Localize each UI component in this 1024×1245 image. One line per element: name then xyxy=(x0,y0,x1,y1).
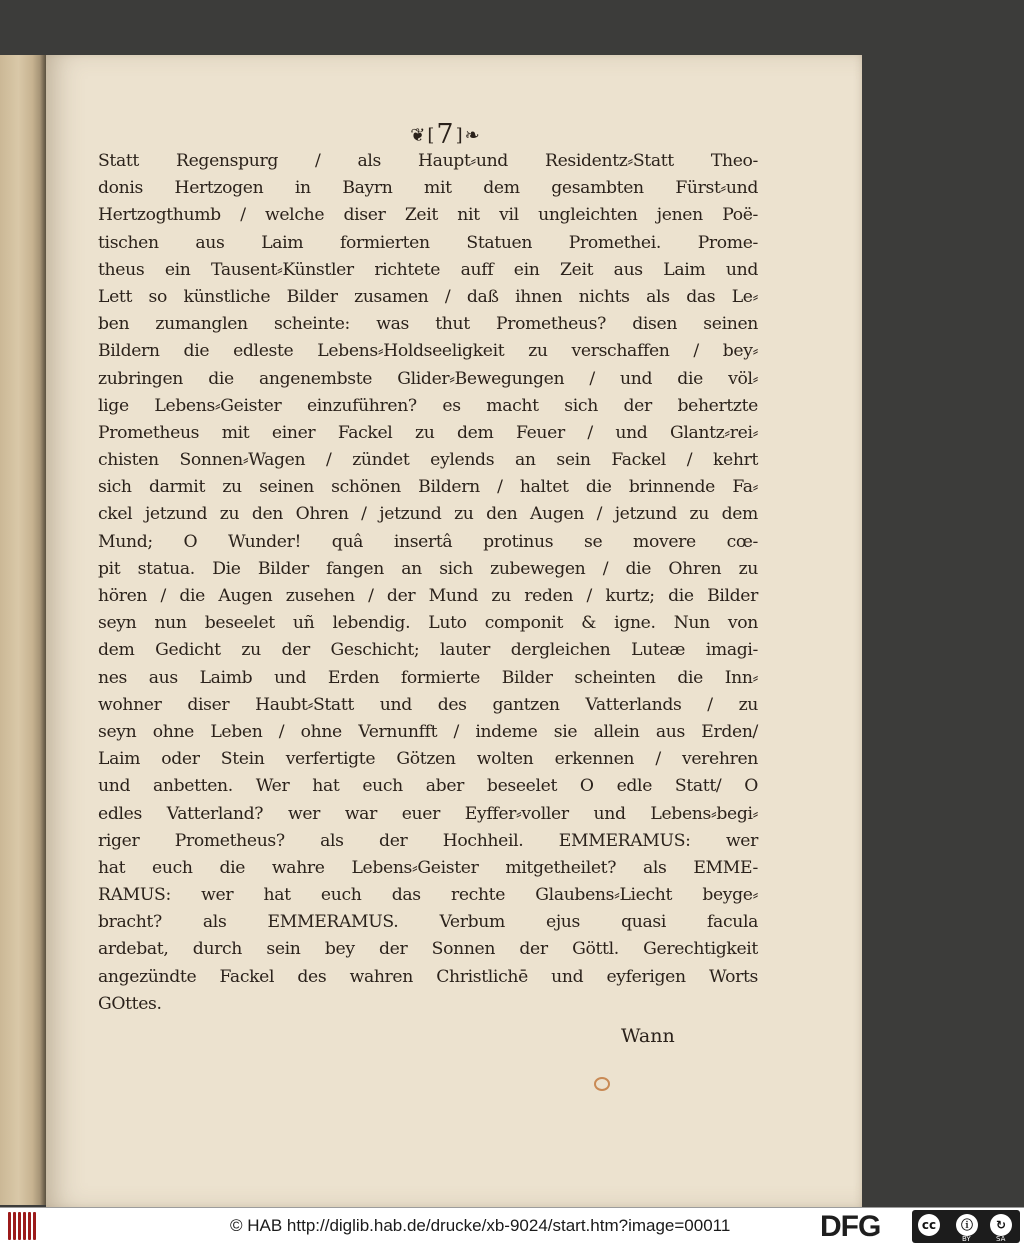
text-line: ben zumanglen scheinte: was thut Prometheus? disen seinen xyxy=(98,314,758,335)
text-line: GOttes. xyxy=(98,993,162,1014)
text-line: seyn ohne Leben / ohne Vernunfft / indeme sie allein aus Erden/ xyxy=(98,721,758,742)
text-line: Bildern die edleste Lebens⸗Holdseeligkeit zu verschaffen / bey⸗ xyxy=(98,341,758,362)
body-text xyxy=(98,148,758,1018)
text-line: seyn nun beseelet uñ lebendig. Luto componit & igne. Nun von xyxy=(98,613,758,634)
text-line: pit statua. Die Bilder fangen an sich zubewegen / die Ohren zu xyxy=(98,558,758,579)
sa-label: SA xyxy=(996,1235,1006,1243)
text-line: zubringen die angenembste Glider⸗Bewegungen / und die völ⸗ xyxy=(98,368,758,389)
text-line: edles Vatterland? wer war euer Eyffer⸗voller und Lebens⸗begi⸗ xyxy=(98,803,758,824)
text-line: dem Gedicht zu der Geschicht; lauter dergleichen Luteæ imagi- xyxy=(98,640,758,661)
cc-license-badge[interactable] xyxy=(912,1210,1020,1243)
text-line: tischen aus Laim formierten Statuen Promethei. Prome- xyxy=(98,232,758,253)
text-line: Hertzogthumb / welche diser Zeit nit vil ungleichten jenen Poë- xyxy=(98,205,758,226)
by-attribution-icon: ⓘ xyxy=(956,1214,978,1236)
copyright-link[interactable]: © HAB http://diglib.hab.de/drucke/xb-9024/start.htm?image=00011 xyxy=(230,1216,731,1235)
text-line: angezündte Fackel des wahren Christlichē und eyferigen Worts xyxy=(98,966,758,987)
text-line: donis Hertzogen in Bayrn mit dem gesambten Fürst⸗und xyxy=(98,178,758,199)
cc-icon: cc xyxy=(918,1214,940,1236)
text-line: chisten Sonnen⸗Wagen / zündet eylends an sein Fackel / kehrt xyxy=(98,450,758,471)
dfg-logo: DFG xyxy=(820,1210,881,1243)
text-line: sich darmit zu seinen schönen Bildern / haltet die brinnende Fa⸗ xyxy=(98,477,758,498)
footer-bar xyxy=(0,1207,1024,1245)
text-line: theus ein Tausent⸗Künstler richtete auff ein Zeit aus Laim und xyxy=(98,259,758,280)
page-number: ❦[7]❧ xyxy=(410,119,482,150)
text-line: Prometheus mit einer Fackel zu dem Feuer / und Glantz⸗rei⸗ xyxy=(98,422,758,443)
text-line: hat euch die wahre Lebens⸗Geister mitgetheilet? als EMME- xyxy=(98,857,758,878)
text-line: wohner diser Haubt⸗Statt und des gantzen Vatterlands / zu xyxy=(98,694,758,715)
text-line: ckel jetzund zu den Ohren / jetzund zu den Augen / jetzund zu dem xyxy=(98,504,758,525)
catchword: Wann xyxy=(621,1025,675,1047)
text-line: Mund; O Wunder! quâ insertâ protinus se movere cœ- xyxy=(98,531,758,552)
text-line: Statt Regenspurg / als Haupt⸗und Residentz⸗Statt Theo- xyxy=(98,151,758,171)
text-line: lige Lebens⸗Geister einzuführen? es macht sich der behertzte xyxy=(98,395,758,416)
text-line: und anbetten. Wer hat euch aber beseelet O edle Statt/ O xyxy=(98,776,758,797)
previous-page-edge xyxy=(0,55,47,1205)
hab-library-logo xyxy=(8,1212,38,1240)
share-alike-icon: ↻ xyxy=(990,1214,1012,1236)
text-line: riger Prometheus? als der Hochheil. EMMERAMUS: wer xyxy=(98,830,758,851)
text-line: RAMUS: wer hat euch das rechte Glaubens⸗Liecht beyge⸗ xyxy=(98,885,758,906)
text-line: Lett so künstliche Bilder zusamen / daß ihnen nichts als das Le⸗ xyxy=(98,286,758,307)
text-line: ardebat, durch sein bey der Sonnen der Göttl. Gerechtigkeit xyxy=(98,939,758,960)
paper-stain xyxy=(594,1077,610,1091)
text-line: hören / die Augen zusehen / der Mund zu reden / kurtz; die Bilder xyxy=(98,586,758,606)
text-line: nes aus Laimb und Erden formierte Bilder scheinten die Inn⸗ xyxy=(98,667,758,688)
text-line: bracht? als EMMERAMUS. Verbum ejus quasi facula xyxy=(98,912,758,933)
text-line: Laim oder Stein verfertigte Götzen wolten erkennen / verehren xyxy=(98,749,758,770)
scanned-page xyxy=(46,55,862,1207)
by-label: BY xyxy=(962,1235,971,1243)
